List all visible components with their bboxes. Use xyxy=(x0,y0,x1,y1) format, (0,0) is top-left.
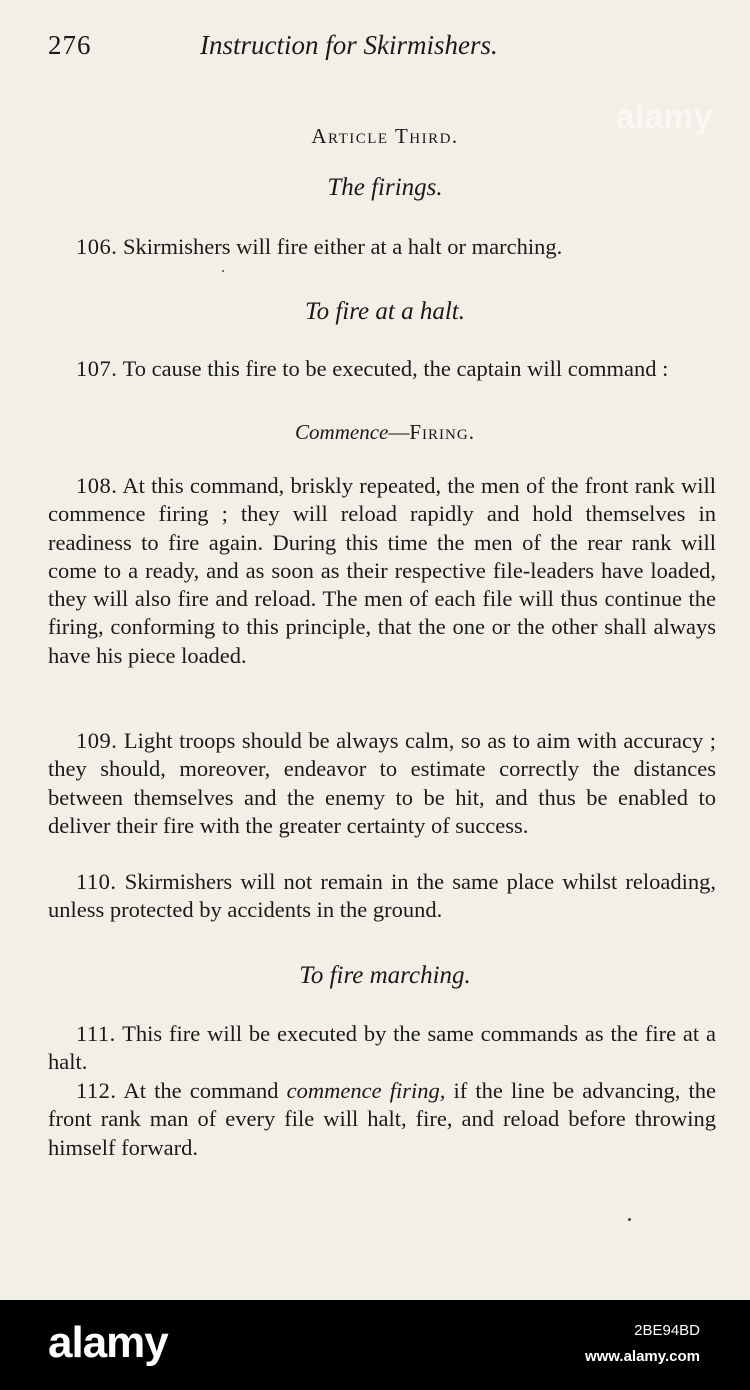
paragraph-number: 110. xyxy=(76,869,117,894)
paragraph-text: To cause this fire to be executed, the captain will command : xyxy=(117,356,669,381)
paragraph-number: 108. xyxy=(76,473,118,498)
paragraph-number: 107. xyxy=(76,356,118,381)
paragraph-106 xyxy=(48,233,716,261)
paragraph-text: At the command xyxy=(116,1078,287,1103)
article-heading: Article Third. xyxy=(311,124,459,148)
paragraph-text-italic: commence firing, xyxy=(286,1078,446,1103)
paragraph-number: 112. xyxy=(76,1078,117,1103)
command-word: Commence xyxy=(295,420,389,444)
paragraph-107 xyxy=(48,355,716,383)
paragraph-112 xyxy=(48,1077,716,1162)
paragraph-109 xyxy=(48,727,716,840)
paragraph-text: At this command, briskly repeated, the men of the front rank will commence firing ; they will reload rapidly and hold themselves in readiness to fire again. During this time the men of the rear rank will come to a ready, and as soon as their respective file-leaders have loaded, they will also fire and reload. The men of each file will thus continue the firing, conforming to this principle, that the one or the other shall always have his piece loaded. xyxy=(48,473,716,668)
subheading-fire-at-halt: To fire at a halt. xyxy=(305,298,465,325)
paragraph-text: Skirmishers will not remain in the same place whilst reloading, unless protected by accidents in the ground. xyxy=(48,869,716,923)
image-id: 2BE94BD xyxy=(634,1322,700,1339)
command-caps: Firing. xyxy=(409,420,475,444)
subheading-firings: The firings. xyxy=(327,174,443,201)
paragraph-text: This fire will be executed by the same commands as the fire at a halt. xyxy=(48,1021,716,1075)
paragraph-111 xyxy=(48,1020,716,1077)
paragraph-110 xyxy=(48,868,716,925)
running-title: Instruction for Skirmishers. xyxy=(200,30,498,60)
paragraph-number: 111. xyxy=(76,1021,116,1046)
paragraph-number: 106. xyxy=(76,234,118,259)
alamy-logo: alamy xyxy=(48,1318,168,1367)
paragraph-number: 109. xyxy=(76,728,118,753)
watermark-footer xyxy=(0,1300,750,1390)
page-number: 276 xyxy=(48,30,92,60)
paragraph-108 xyxy=(48,472,716,670)
paragraph-text: Skirmishers will fire either at a halt or marching. xyxy=(117,234,563,259)
command-line xyxy=(0,420,750,445)
subheading-fire-marching: To fire marching. xyxy=(299,962,471,989)
paragraph-text: if the line be advancing, the front rank man of every file will halt, fire, and reload before throwing himself forward. xyxy=(48,1078,716,1160)
watermark-url: www.alamy.com xyxy=(584,1348,700,1365)
running-head xyxy=(48,30,720,70)
watermark-logo-overlay: alamy xyxy=(616,98,713,136)
paragraph-text: Light troops should be always calm, so as to aim with accuracy ; they should, moreover, endeavor to estimate correctly the distances between themselves and the enemy to be hit, and thus be enabled to deliver their fire with the greater certainty of success. xyxy=(48,728,716,838)
print-speck xyxy=(222,270,224,272)
print-speck xyxy=(628,1218,631,1221)
command-dash: — xyxy=(388,420,410,444)
